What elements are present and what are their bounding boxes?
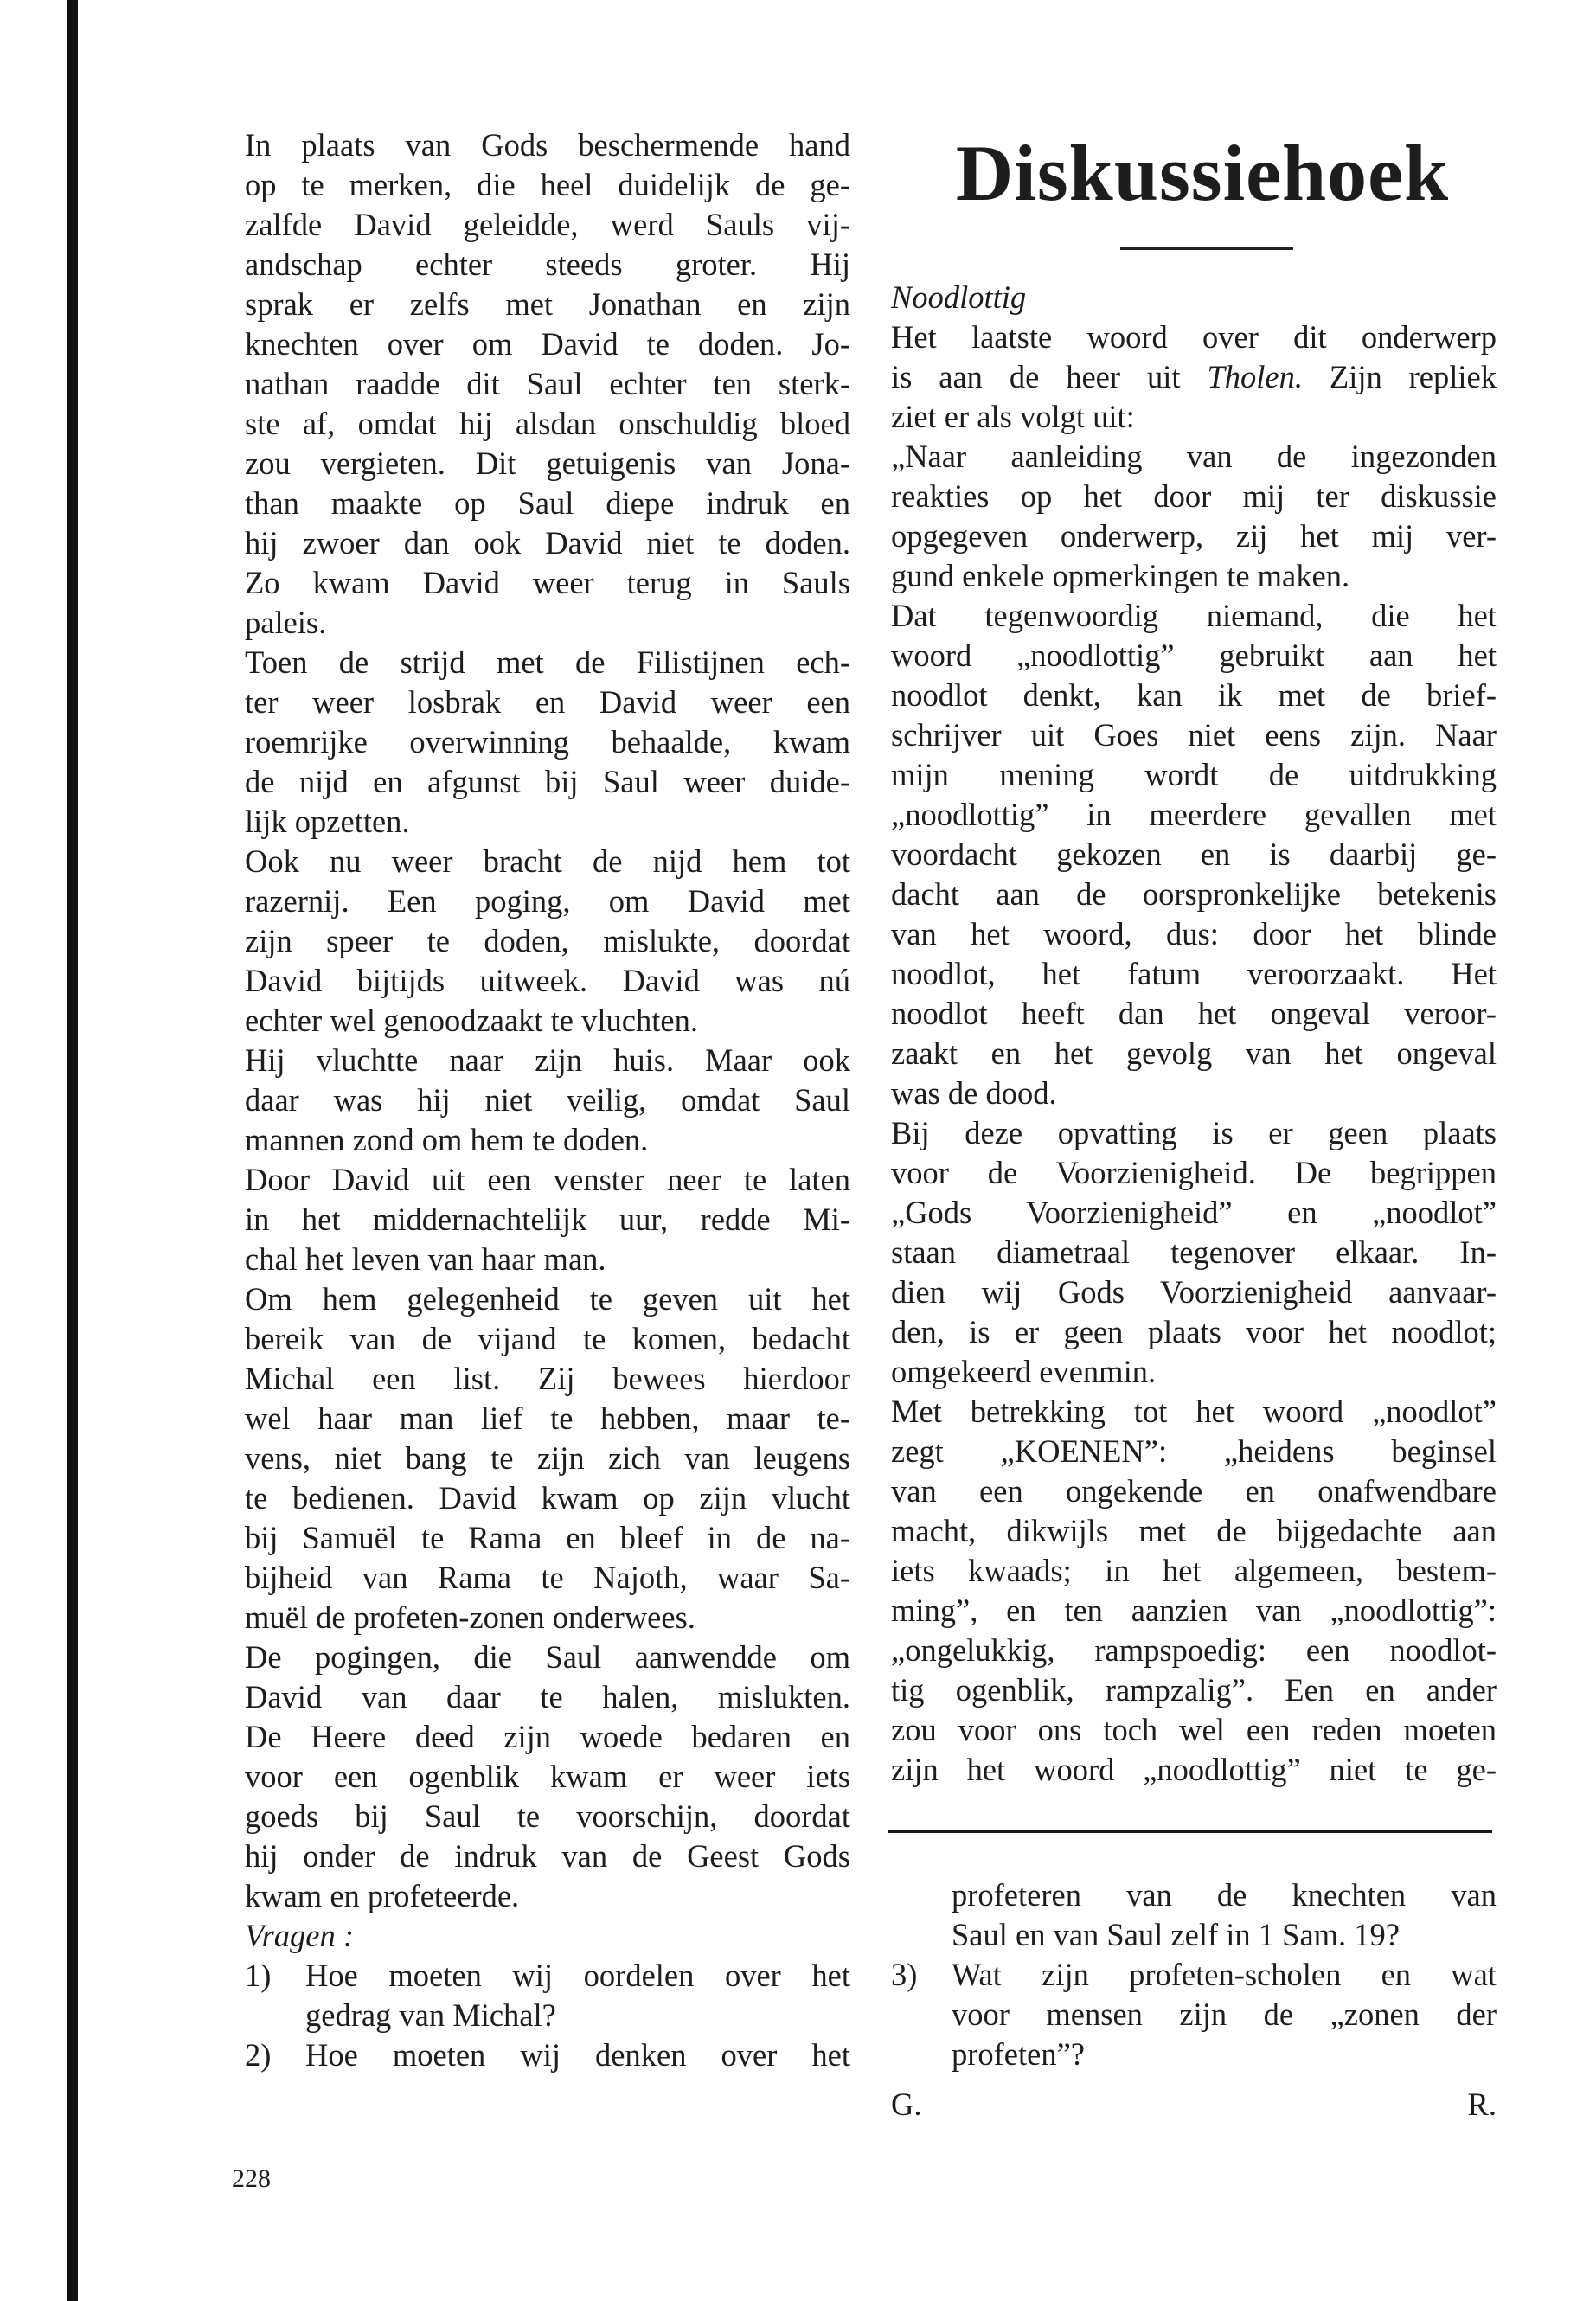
text-line: echter wel genoodzaakt te vluchten. <box>245 1003 698 1038</box>
text-line: mijn mening wordt de uitdrukking <box>891 757 1497 792</box>
text-line: Met betrekking tot het woord „noodlot” <box>891 1394 1497 1429</box>
text-line: op te merken, die heel duidelijk de ge- <box>245 167 850 202</box>
question-number-spacer <box>891 1875 952 1955</box>
question-item <box>891 1955 1497 2074</box>
text-line: bij Samuël te Rama en bleef in de na- <box>245 1520 850 1555</box>
text-line: andschap echter steeds groter. Hij <box>245 247 850 282</box>
question-text <box>305 1956 850 2035</box>
text-line: chal het leven van haar man. <box>245 1241 606 1277</box>
text-line: was de dood. <box>891 1075 1057 1111</box>
text-line: „ongelukkig, rampspoedig: een noodlot- <box>891 1632 1497 1668</box>
text-line: Door David uit een venster neer te laten <box>245 1162 850 1197</box>
text-line: „Naar aanleiding van de ingezonden <box>891 439 1497 474</box>
text-line: Bij deze opvatting is er geen plaats <box>891 1115 1497 1150</box>
text-line: mannen zond om hem te doden. <box>245 1122 649 1157</box>
text-line: zijn het woord „noodlottig” niet te ge- <box>891 1752 1497 1787</box>
text-line: zijn speer te doden, mislukte, doordat <box>245 923 850 958</box>
right-bottom <box>891 1875 1497 2125</box>
question-item <box>891 1875 1497 1955</box>
text-line: iets kwaads; in het algemeen, bestem- <box>891 1553 1497 1588</box>
text-line: gund enkele opmerkingen te maken. <box>891 558 1350 593</box>
text-line: than maakte op Saul diepe indruk en <box>245 485 850 521</box>
text-line: den, is er geen plaats voor het noodlot; <box>891 1314 1497 1349</box>
text-line: David van daar te halen, mislukten. <box>245 1679 850 1715</box>
text-line: bereik van de vijand te komen, bedacht <box>245 1321 850 1356</box>
text-line: hij zwoer dan ook David niet te doden. <box>245 525 850 561</box>
question-text <box>305 2035 850 2075</box>
text-line: zegt „KOENEN”: „heidens beginsel <box>891 1433 1497 1469</box>
text-line: ming”, en ten aanzien van „noodlottig”: <box>891 1593 1497 1628</box>
text-line: Ook nu weer bracht de nijd hem tot <box>245 843 850 879</box>
text-line: muël de profeten-zonen onderwees. <box>245 1599 695 1635</box>
text-line: De pogingen, die Saul aanwendde om <box>245 1639 850 1675</box>
question-number: 3) <box>891 1957 918 1992</box>
text-line: goeds bij Saul te voorschijn, doordat <box>245 1798 850 1834</box>
place-name: Tholen. <box>1207 359 1303 394</box>
question-number: 1) <box>245 1958 272 1993</box>
page-number: 228 <box>232 2164 271 2193</box>
text-line: roemrijke overwinning behaalde, kwam <box>245 724 850 760</box>
intro-line: ziet er als volgt uit: <box>891 399 1135 434</box>
text-line: in het middernachtelijk uur, redde Mi- <box>245 1202 850 1237</box>
intro-line: Het laatste woord over dit onderwerp <box>891 319 1497 355</box>
text-line: dien wij Gods Voorzienigheid aanvaar- <box>891 1274 1497 1310</box>
question-line: profeteren van de knechten van <box>952 1877 1497 1913</box>
text-line: Om hem gelegenheid te geven uit het <box>245 1281 850 1317</box>
question-line: Wat zijn profeten-scholen en wat <box>952 1957 1497 1992</box>
question-line: Hoe moeten wij oordelen over het <box>305 1958 850 1993</box>
text-line: ter weer losbrak en David weer een <box>245 684 850 720</box>
text-line: macht, dikwijls met de bijgedachte aan <box>891 1513 1497 1548</box>
question-item <box>245 1956 850 2035</box>
text-line: daar was hij niet veilig, omdat Saul <box>245 1082 850 1118</box>
text-line: hij onder de indruk van de Geest Gods <box>245 1838 850 1874</box>
text-line: opgegeven onderwerp, zij het mij ver- <box>891 518 1497 554</box>
right-paragraphs <box>891 437 1497 1790</box>
text-line: noodlot, het fatum veroorzaakt. Het <box>891 956 1497 991</box>
subhead: Noodlottig <box>891 279 1027 315</box>
text-line: noodlot denkt, kan ik met de brief- <box>891 677 1497 713</box>
questions-heading: Vragen : <box>245 1918 355 1953</box>
question-text <box>952 1875 1497 1955</box>
text-line: Michal een list. Zij bewees hierdoor <box>245 1361 850 1396</box>
text-line: kwam en profeteerde. <box>245 1878 520 1913</box>
text-line: dacht aan de oorspronkelijke betekenis <box>891 876 1497 912</box>
question-line: voor mensen zijn de „zonen der <box>952 1997 1497 2032</box>
text-line: bijheid van Rama te Najoth, waar Sa- <box>245 1560 850 1595</box>
intro-line <box>891 357 1497 397</box>
text-line: knechten over om David te doden. Jo- <box>245 326 850 362</box>
question-item <box>245 2035 850 2075</box>
right-column <box>891 125 1497 1790</box>
question-line: Saul en van Saul zelf in 1 Sam. 19? <box>952 1917 1400 1952</box>
text-line: voordacht gekozen en is daarbij ge- <box>891 836 1497 872</box>
text-line: De Heere deed zijn woede bedaren en <box>245 1719 850 1754</box>
question-line: profeten”? <box>952 2036 1086 2072</box>
question-line: gedrag van Michal? <box>305 1997 556 2033</box>
text-line: nathan raadde dit Saul echter ten sterk- <box>245 366 850 401</box>
text-line: woord „noodlottig” gebruikt aan het <box>891 638 1497 673</box>
text-line: sprak er zelfs met Jonathan en zijn <box>245 286 850 322</box>
text-line: voor de Voorzienigheid. De begrippen <box>891 1155 1497 1190</box>
text-line: schrijver uit Goes niet eens zijn. Naar <box>891 717 1497 753</box>
text-line: In plaats van Gods beschermende hand <box>245 127 850 163</box>
text-line: voor een ogenblik kwam er weer iets <box>245 1759 850 1794</box>
text-line: tig ogenblik, rampzalig”. Een en ander <box>891 1672 1497 1708</box>
signature-initial-left: G. <box>891 2086 922 2122</box>
text-line: reakties op het door mij ter diskussie <box>891 478 1497 514</box>
title-rule <box>1120 247 1293 250</box>
text-line: vens, niet bang te zijn zich van leugens <box>245 1440 850 1476</box>
intro-text: is aan de heer uit <box>891 359 1208 394</box>
text-line: zou vergieten. Dit getuigenis van Jona- <box>245 445 850 481</box>
questions-list <box>891 1955 1497 2074</box>
text-line: razernij. Een poging, om David met <box>245 883 850 919</box>
text-line: staan diametraal tegenover elkaar. In- <box>891 1234 1497 1270</box>
question-continuation <box>891 1875 1497 1955</box>
text-line: „noodlottig” in meerdere gevallen met <box>891 797 1497 832</box>
text-line: lijk opzetten. <box>245 804 410 839</box>
column-title: Diskussiehoek <box>955 129 1450 217</box>
text-line: de nijd en afgunst bij Saul weer duide- <box>245 764 850 799</box>
text-line: omgekeerd evenmin. <box>891 1354 1157 1389</box>
text-line: David bijtijds uitweek. David was nú <box>245 963 850 998</box>
text-line: van het woord, dus: door het blinde <box>891 916 1497 952</box>
text-line: zaakt en het gevolg van het ongeval <box>891 1035 1497 1071</box>
text-line: wel haar man lief te hebben, maar te- <box>245 1400 850 1436</box>
binding-edge <box>67 0 78 2301</box>
text-line: „Gods Voorzienigheid” en „noodlot” <box>891 1195 1497 1230</box>
signature-initial-right: R. <box>1467 2086 1497 2122</box>
section-divider <box>888 1830 1492 1833</box>
question-text <box>952 1955 1497 2074</box>
intro-text: Zijn repliek <box>1302 359 1497 394</box>
left-column <box>245 125 850 2075</box>
text-line: paleis. <box>245 605 327 640</box>
text-line: zou voor ons toch wel een reden moeten <box>891 1712 1497 1747</box>
text-line: Dat tegenwoordig niemand, die het <box>891 598 1497 633</box>
text-line: zalfde David geleidde, werd Sauls vij- <box>245 207 850 242</box>
text-line: Toen de strijd met de Filistijnen ech- <box>245 644 850 680</box>
signature <box>891 2085 1497 2125</box>
question-number: 2) <box>245 2037 272 2073</box>
text-line: te bedienen. David kwam op zijn vlucht <box>245 1480 850 1516</box>
text-line: Hij vluchtte naar zijn huis. Maar ook <box>245 1042 850 1078</box>
text-line: ste af, omdat hij alsdan onschuldig bloed <box>245 406 850 441</box>
question-line: Hoe moeten wij denken over het <box>305 2037 850 2073</box>
text-line: van een ongekende en onafwendbare <box>891 1473 1497 1509</box>
text-line: Zo kwam David weer terug in Sauls <box>245 565 850 600</box>
text-line: noodlot heeft dan het ongeval veroor- <box>891 996 1497 1031</box>
